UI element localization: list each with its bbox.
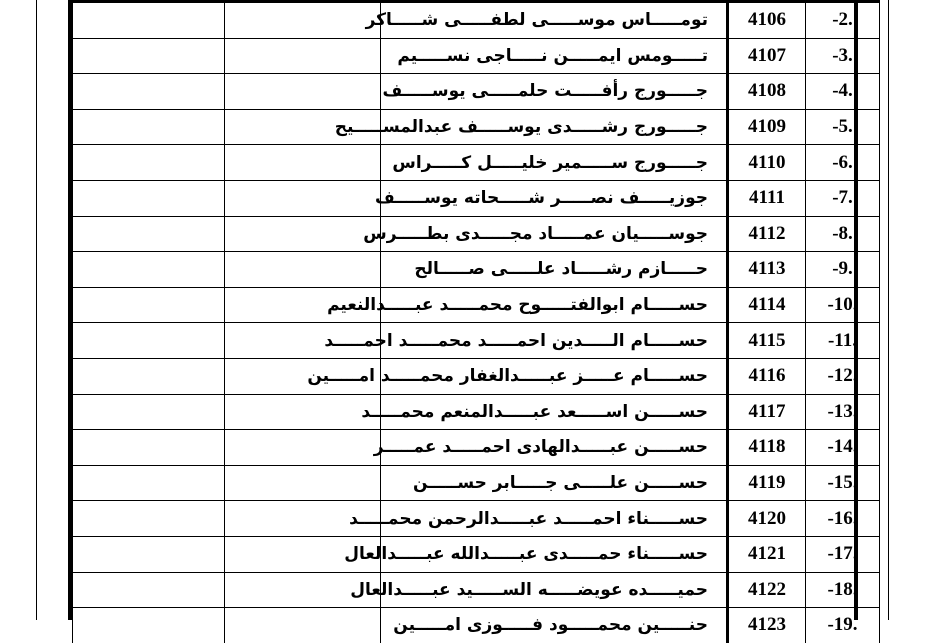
row-index-cell: -15. xyxy=(806,465,880,501)
blank-cell xyxy=(73,180,225,216)
row-index-cell: -18. xyxy=(806,572,880,608)
table-row xyxy=(73,501,880,537)
student-name-cell: حســـــن عبـــــدالهادى احمـــــد عمـــــر xyxy=(381,430,728,466)
seat-number-cell: 4117 xyxy=(728,394,806,430)
table-row xyxy=(73,608,880,643)
row-index-cell: -13. xyxy=(806,394,880,430)
seat-number-cell: 4108 xyxy=(728,74,806,110)
seat-number-cell: 4121 xyxy=(728,536,806,572)
seat-number-cell: 4110 xyxy=(728,145,806,181)
table-row xyxy=(73,287,880,323)
row-index-cell: -8. xyxy=(806,216,880,252)
table-row xyxy=(73,430,880,466)
student-name-cell: تـــــومس ايمـــــن نـــــاجى نســـــيم xyxy=(381,38,728,74)
blank-cell xyxy=(225,608,381,643)
blank-cell xyxy=(225,2,381,39)
student-name-cell: حســـــن اســـــعد عبـــــدالمنعم محمـــــد xyxy=(381,394,728,430)
row-index-cell: -6. xyxy=(806,145,880,181)
table-row xyxy=(73,323,880,359)
table-row xyxy=(73,109,880,145)
row-index-cell: -10. xyxy=(806,287,880,323)
seat-number-cell: 4112 xyxy=(728,216,806,252)
student-name-cell: تومـــــاس موســـــى لطفـــــى شـــــاكر xyxy=(381,2,728,39)
row-index-cell: -2. xyxy=(806,2,880,39)
blank-cell xyxy=(73,501,225,537)
table-row xyxy=(73,216,880,252)
student-name-cell: جوســـــيان عمـــــاد مجـــــدى بطـــــرس xyxy=(381,216,728,252)
student-name-cell: جـــــورج رأفـــــت حلمـــــى يوســـــف xyxy=(381,74,728,110)
roster-body xyxy=(73,2,880,643)
blank-cell xyxy=(73,358,225,394)
blank-cell xyxy=(225,145,381,181)
student-name-cell: حـــــازم رشـــــاد علـــــى صـــــالح xyxy=(381,252,728,288)
blank-cell xyxy=(73,572,225,608)
blank-cell xyxy=(73,536,225,572)
blank-cell xyxy=(73,252,225,288)
seat-number-cell: 4111 xyxy=(728,180,806,216)
blank-cell xyxy=(73,2,225,39)
student-name-cell: جوزيـــــف نصـــــر شـــــحاته يوســـــف xyxy=(381,180,728,216)
seat-number-cell: 4120 xyxy=(728,501,806,537)
student-name-cell: حســـــناء احمـــــد عبـــــدالرحمن محمـــــد xyxy=(381,501,728,537)
student-name-cell: جـــــورج ســـــمير خليـــــل كـــــراس xyxy=(381,145,728,181)
blank-cell xyxy=(73,394,225,430)
seat-number-cell: 4106 xyxy=(728,2,806,39)
blank-cell xyxy=(225,465,381,501)
row-index-cell: -16. xyxy=(806,501,880,537)
row-index-cell: -12. xyxy=(806,358,880,394)
table-row xyxy=(73,536,880,572)
blank-cell xyxy=(225,38,381,74)
seat-number-cell: 4107 xyxy=(728,38,806,74)
table-row xyxy=(73,572,880,608)
seat-number-cell: 4116 xyxy=(728,358,806,394)
student-name-cell: حســـــن علـــــى جـــــابر حســـــن xyxy=(381,465,728,501)
row-index-cell: -3. xyxy=(806,38,880,74)
blank-cell xyxy=(73,465,225,501)
row-index-cell: -9. xyxy=(806,252,880,288)
row-index-cell: -5. xyxy=(806,109,880,145)
student-name-cell: حســـــام عـــــز عبـــــدالغفار محمـــــد امـــــين xyxy=(381,358,728,394)
seat-number-cell: 4113 xyxy=(728,252,806,288)
blank-cell xyxy=(73,323,225,359)
blank-cell xyxy=(73,216,225,252)
blank-cell xyxy=(225,180,381,216)
seat-number-cell: 4118 xyxy=(728,430,806,466)
student-name-cell: حســـــام ابوالفتـــــوح محمـــــد عبـــــدالنعيم xyxy=(381,287,728,323)
table-row xyxy=(73,145,880,181)
row-index-cell: -14. xyxy=(806,430,880,466)
student-name-cell: حنـــــين محمـــــود فـــــوزى امـــــين xyxy=(381,608,728,643)
seat-number-cell: 4119 xyxy=(728,465,806,501)
row-index-cell: -7. xyxy=(806,180,880,216)
table-row xyxy=(73,2,880,39)
page-border-right-outer xyxy=(888,0,889,620)
blank-cell xyxy=(73,74,225,110)
blank-cell xyxy=(73,430,225,466)
blank-cell xyxy=(73,109,225,145)
student-name-cell: حســـــام الـــــدين احمـــــد محمـــــد احمـــــد xyxy=(381,323,728,359)
row-index-cell: -17. xyxy=(806,536,880,572)
table-row xyxy=(73,74,880,110)
blank-cell xyxy=(73,38,225,74)
blank-cell xyxy=(225,216,381,252)
seat-number-cell: 4109 xyxy=(728,109,806,145)
row-index-cell: -4. xyxy=(806,74,880,110)
seat-number-cell: 4123 xyxy=(728,608,806,643)
student-name-cell: حميـــــده عويضـــــه الســـــيد عبـــــدالعال xyxy=(381,572,728,608)
student-name-cell: جـــــورج رشـــــدى يوســـــف عبدالمســـــيح xyxy=(381,109,728,145)
page-border-left-outer xyxy=(36,0,37,620)
blank-cell xyxy=(225,430,381,466)
blank-cell xyxy=(73,287,225,323)
blank-cell xyxy=(225,394,381,430)
seat-number-cell: 4114 xyxy=(728,287,806,323)
student-roster-table xyxy=(72,0,880,643)
seat-number-cell: 4122 xyxy=(728,572,806,608)
table-row xyxy=(73,252,880,288)
student-name-cell: حســـــناء حمـــــدى عبـــــدالله عبـــــدالعال xyxy=(381,536,728,572)
row-index-cell: -19. xyxy=(806,608,880,643)
blank-cell xyxy=(225,74,381,110)
table-row xyxy=(73,180,880,216)
blank-cell xyxy=(73,145,225,181)
table-row xyxy=(73,358,880,394)
row-index-cell: -11. xyxy=(806,323,880,359)
blank-cell xyxy=(73,608,225,643)
table-row xyxy=(73,394,880,430)
seat-number-cell: 4115 xyxy=(728,323,806,359)
table-row xyxy=(73,38,880,74)
blank-cell xyxy=(225,252,381,288)
table-row xyxy=(73,465,880,501)
